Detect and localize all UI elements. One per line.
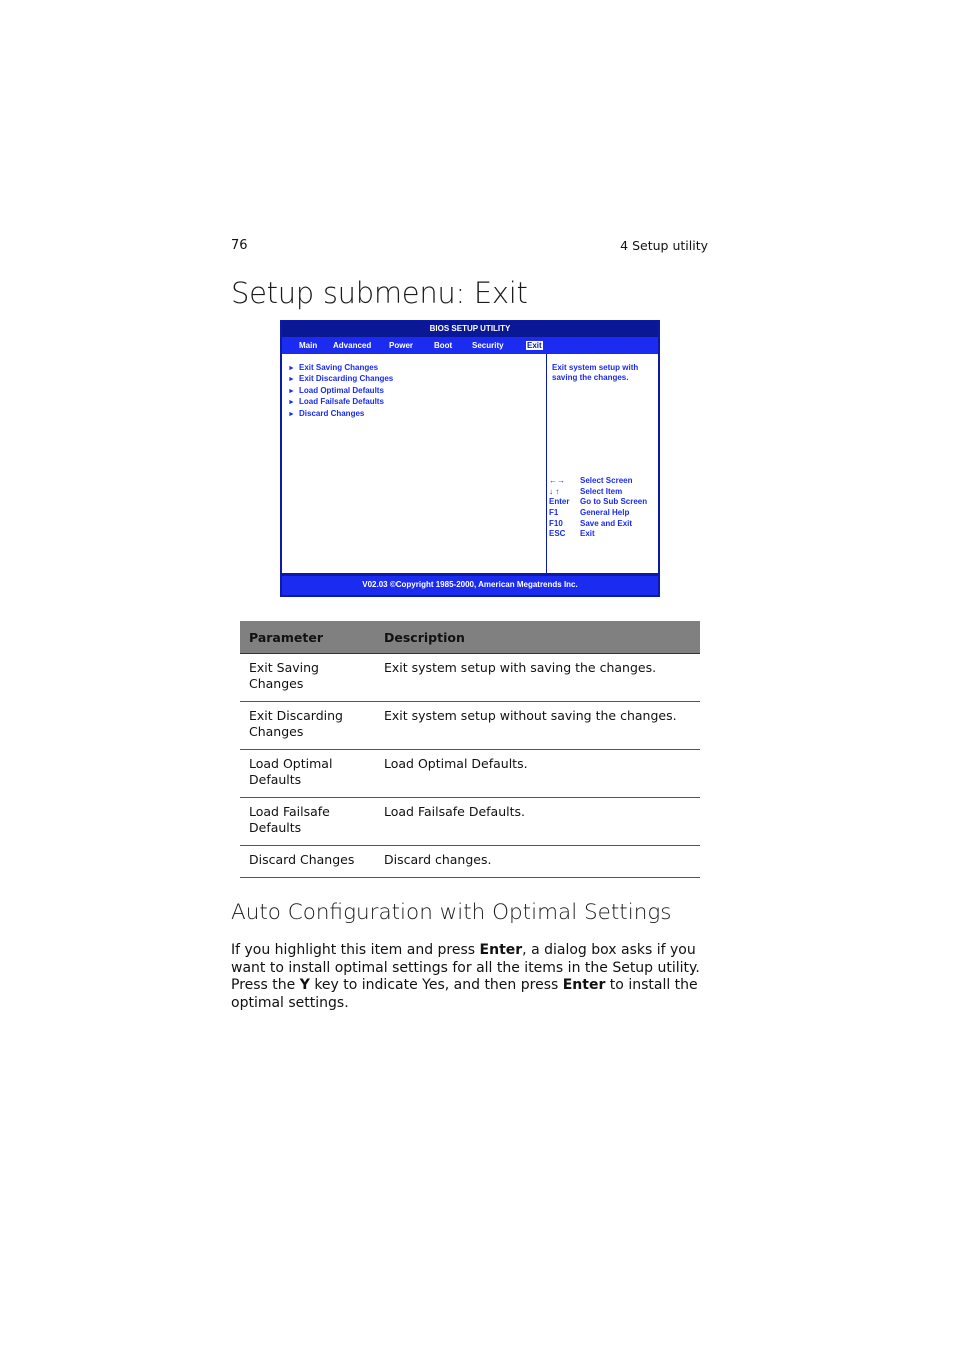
key-name: ↓ ↑ bbox=[549, 486, 560, 496]
key-row bbox=[549, 497, 647, 508]
table-header-row bbox=[240, 621, 700, 654]
bios-help-text: Exit system setup with saving the changes. bbox=[552, 363, 639, 383]
bios-tab-exit bbox=[526, 337, 543, 354]
bios-menu-item bbox=[288, 386, 393, 397]
para-text: to install the optimal settings. bbox=[231, 977, 698, 1011]
parameter-table bbox=[240, 621, 700, 878]
bios-key-legend bbox=[549, 476, 647, 540]
bios-title: BIOS SETUP UTILITY bbox=[282, 321, 658, 337]
bios-menu-item bbox=[288, 374, 393, 385]
page-number: 76 bbox=[231, 238, 248, 253]
page-title: Setup submenu: Exit bbox=[231, 276, 528, 310]
table-row bbox=[240, 702, 700, 750]
bios-menu-label: Exit Discarding Changes bbox=[299, 374, 394, 384]
key-action: Save and Exit bbox=[580, 518, 633, 528]
para-bold-enter: Enter bbox=[479, 942, 523, 958]
key-action: Select Screen bbox=[580, 476, 633, 485]
key-action: Exit bbox=[580, 529, 595, 539]
bios-tab-security: Security bbox=[472, 341, 504, 350]
column-header-description: Description bbox=[375, 621, 700, 654]
para-text: , a dialog box asks if you want to install optimal settings for all the items in the Setup utility. Press the bbox=[231, 942, 700, 994]
para-bold-y: Y bbox=[299, 977, 310, 994]
para-text: If you highlight this item and press bbox=[231, 942, 480, 958]
triangle-right-icon: ► bbox=[288, 376, 295, 384]
description-cell: Exit system setup without saving the changes. bbox=[375, 702, 700, 750]
bios-menu-label: Discard Changes bbox=[299, 408, 365, 418]
bios-menu-item bbox=[288, 397, 393, 408]
triangle-right-icon: ► bbox=[288, 399, 295, 407]
description-cell: Discard changes. bbox=[375, 846, 700, 878]
description-cell: Exit system setup with saving the changes. bbox=[375, 654, 700, 702]
key-row bbox=[549, 519, 647, 530]
bios-tab-exit-label: Exit bbox=[527, 341, 542, 350]
bios-menu bbox=[288, 363, 393, 420]
bios-tab-advanced: Advanced bbox=[333, 341, 372, 350]
para-bold-enter: Enter bbox=[562, 977, 606, 994]
bios-body bbox=[282, 354, 658, 573]
bios-tab-power: Power bbox=[389, 341, 414, 350]
section-title: Auto Configuration with Optimal Settings bbox=[231, 900, 672, 925]
triangle-right-icon: ► bbox=[288, 365, 295, 372]
bios-menu-label: Load Optimal Defaults bbox=[299, 385, 384, 395]
key-name: ←→ bbox=[549, 476, 565, 485]
description-cell: Load Optimal Defaults. bbox=[375, 750, 700, 798]
parameter-cell: Exit Discarding Changes bbox=[240, 702, 375, 750]
key-name: F10 bbox=[549, 518, 563, 528]
table-row bbox=[240, 750, 700, 798]
key-row bbox=[549, 508, 647, 519]
bios-footer: V02.03 ©Copyright 1985-2000, American Megatrends Inc. bbox=[282, 576, 658, 595]
triangle-right-icon: ► bbox=[288, 410, 295, 418]
bios-tab-bar bbox=[282, 337, 658, 354]
key-name: Enter bbox=[549, 497, 570, 507]
parameter-cell: Discard Changes bbox=[240, 846, 375, 878]
parameter-cell: Exit Saving Changes bbox=[240, 654, 375, 702]
table-row bbox=[240, 846, 700, 878]
description-cell: Load Failsafe Defaults. bbox=[375, 798, 700, 846]
bios-screenshot bbox=[280, 320, 660, 597]
key-row bbox=[549, 529, 647, 540]
bios-menu-item bbox=[288, 409, 393, 420]
table-row bbox=[240, 654, 700, 702]
bios-tab-main: Main bbox=[299, 341, 318, 350]
section-paragraph bbox=[231, 942, 711, 1012]
para-text: key to indicate Yes, and then press bbox=[309, 977, 563, 994]
parameter-cell: Load Failsafe Defaults bbox=[240, 798, 375, 846]
key-name: ESC bbox=[549, 529, 566, 539]
bios-menu-label: Exit Saving Changes bbox=[299, 363, 379, 372]
key-action: Select Item bbox=[580, 486, 623, 496]
key-row bbox=[549, 476, 647, 487]
key-action: Go to Sub Screen bbox=[580, 497, 648, 507]
bios-menu-label: Load Failsafe Defaults bbox=[299, 397, 384, 407]
bios-menu-item bbox=[288, 363, 393, 374]
parameter-cell: Load Optimal Defaults bbox=[240, 750, 375, 798]
bios-menu-panel bbox=[282, 354, 547, 573]
column-header-parameter: Parameter bbox=[240, 621, 375, 654]
table-row bbox=[240, 798, 700, 846]
key-name: F1 bbox=[549, 508, 559, 518]
key-row bbox=[549, 487, 647, 498]
chapter-label: 4 Setup utility bbox=[620, 238, 708, 253]
key-action: General Help bbox=[580, 508, 630, 518]
bios-tab-boot: Boot bbox=[434, 341, 453, 350]
triangle-right-icon: ► bbox=[288, 387, 295, 395]
